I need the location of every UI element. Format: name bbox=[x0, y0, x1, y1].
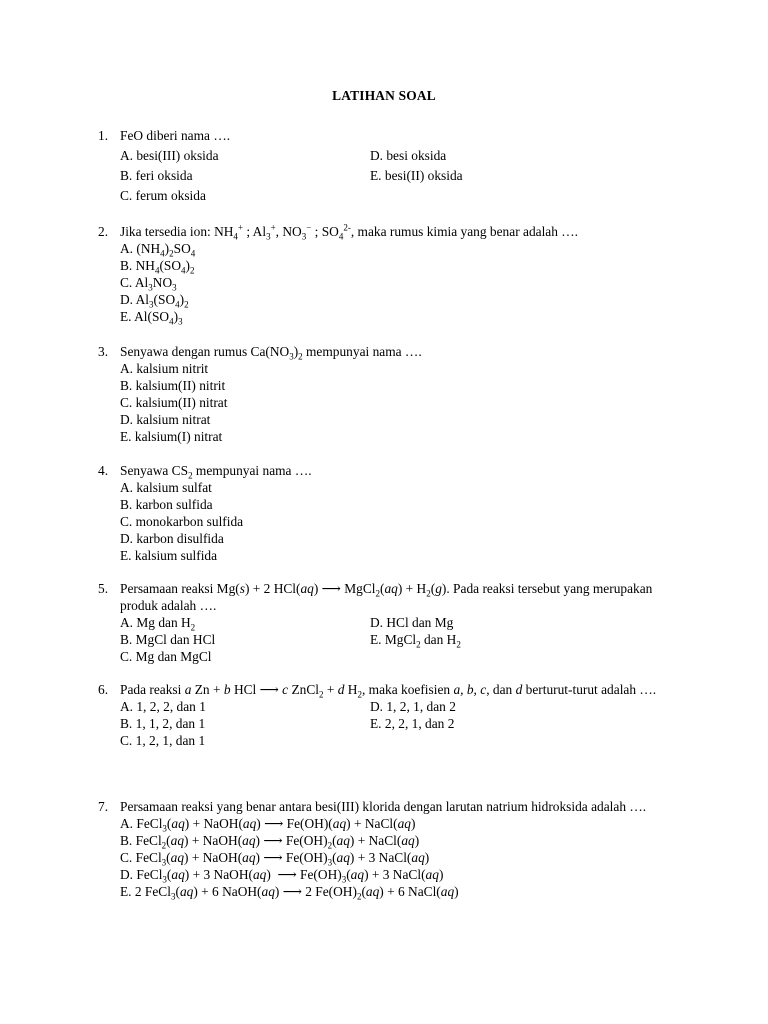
option-b: B. kalsium(II) nitrit bbox=[120, 378, 226, 393]
question-6 bbox=[98, 681, 678, 749]
option-b: B. feri oksida bbox=[120, 168, 193, 183]
option-a: A. FeCl$_3$(aq) + NaOH(aq) ⟶ Fe(OH)(aq) + NaCl(aq) bbox=[120, 816, 416, 834]
option-e: E. 2, 2, 1, dan 2 bbox=[370, 716, 455, 731]
question-7 bbox=[98, 798, 678, 900]
option-a: A. besi(III) oksida bbox=[120, 148, 219, 163]
option-d: D. karbon disulfida bbox=[120, 531, 224, 546]
question-stem: Persamaan reaksi Mg(s) + 2 HCl(aq) ⟶ MgCl$_2$(aq) + $H_2(g)$. Pada reaksi tersebut yang merupakan produk adalah …. bbox=[120, 581, 653, 613]
question-number: 6. bbox=[98, 682, 109, 697]
option-e: E. $Al(SO_4)_3$ bbox=[120, 309, 183, 327]
option-a: A. kalsium nitrit bbox=[120, 361, 209, 376]
question-stem: Senyawa dengan rumus $Ca(NO_3)_2$ mempunyai nama …. bbox=[120, 344, 422, 362]
option-b: B. $NH_4(SO_4)_2$ bbox=[120, 258, 195, 276]
question-5 bbox=[98, 580, 678, 665]
option-d: D. kalsium nitrat bbox=[120, 412, 211, 427]
option-e: E. 2 FeCl$_3$(aq) + 6 NaOH(aq) ⟶ 2 $Fe(OH)_2(aq) + 6$ NaCl(aq) bbox=[120, 884, 459, 902]
option-d: D. besi oksida bbox=[370, 148, 447, 163]
question-stem: Pada reaksi a Zn + b HCl ⟶ c ZnCl$_2$ + d $H_2$, maka koefisien a, b, c, dan d berturut-turut adalah …. bbox=[120, 682, 657, 700]
option-b: B. MgCl dan HCl bbox=[120, 632, 216, 647]
question-4 bbox=[98, 462, 678, 564]
question-stem: Senyawa $CS_2$ mempunyai nama …. bbox=[120, 463, 312, 481]
option-c: C. $Al_3NO_3$ bbox=[120, 275, 177, 293]
option-e: E. besi(II) oksida bbox=[370, 168, 463, 183]
page-title: LATIHAN SOAL bbox=[332, 88, 436, 103]
option-d: D. HCl dan Mg bbox=[370, 615, 454, 630]
question-number: 2. bbox=[98, 224, 109, 239]
question-stem: FeO diberi nama …. bbox=[120, 128, 231, 143]
question-number: 5. bbox=[98, 581, 109, 596]
option-e: E. MgCl$_2$ dan $H_2$ bbox=[370, 632, 461, 650]
option-c: C. FeCl$_3$(aq) + NaOH(aq) ⟶ $Fe(OH)_3(aq) + 3$ NaCl(aq) bbox=[120, 850, 430, 868]
option-d: D. $Al_3(SO_4)_2$ bbox=[120, 292, 189, 310]
option-e: E. kalsium(I) nitrat bbox=[120, 429, 223, 444]
question-number: 7. bbox=[98, 799, 109, 814]
question-number: 3. bbox=[98, 344, 109, 359]
option-a: A. kalsium sulfat bbox=[120, 480, 212, 495]
option-d: D. FeCl$_3$(aq) + 3 NaOH(aq) ⟶ $Fe(OH)_3(aq) + 3$ NaCl(aq) bbox=[120, 867, 444, 885]
question-stem: Persamaan reaksi yang benar antara besi(III) klorida dengan larutan natrium hidroksida adalah …. bbox=[120, 799, 647, 814]
option-b: B. FeCl$_2$(aq) + NaOH(aq) ⟶ $Fe(OH)_2(aq)$ + NaCl(aq) bbox=[120, 833, 420, 851]
option-a: A. $(NH_4)_2SO_4$ bbox=[120, 241, 196, 259]
option-b: B. karbon sulfida bbox=[120, 497, 213, 512]
option-c: C. monokarbon sulfida bbox=[120, 514, 244, 529]
option-a: A. 1, 2, 2, dan 1 bbox=[120, 699, 206, 714]
option-c: C. ferum oksida bbox=[120, 188, 206, 203]
question-number: 4. bbox=[98, 463, 109, 478]
question-1 bbox=[98, 127, 678, 206]
option-b: B. 1, 1, 2, dan 1 bbox=[120, 716, 206, 731]
option-c: C. Mg dan MgCl bbox=[120, 649, 212, 664]
option-c: C. kalsium(II) nitrat bbox=[120, 395, 228, 410]
question-stem: Jika tersedia ion: $NH_4^+$ ; $Al_3^+$, $NO_3^-$ ; $SO_4^{2-}$, maka rumus kimia yang benar adalah …. bbox=[120, 222, 579, 242]
option-e: E. kalsium sulfida bbox=[120, 548, 218, 563]
question-3 bbox=[98, 343, 678, 445]
option-a: A. Mg dan $H_2$ bbox=[120, 615, 196, 633]
option-c: C. 1, 2, 1, dan 1 bbox=[120, 733, 206, 748]
question-number: 1. bbox=[98, 128, 109, 143]
question-2 bbox=[98, 223, 678, 325]
option-d: D. 1, 2, 1, dan 2 bbox=[370, 699, 456, 714]
